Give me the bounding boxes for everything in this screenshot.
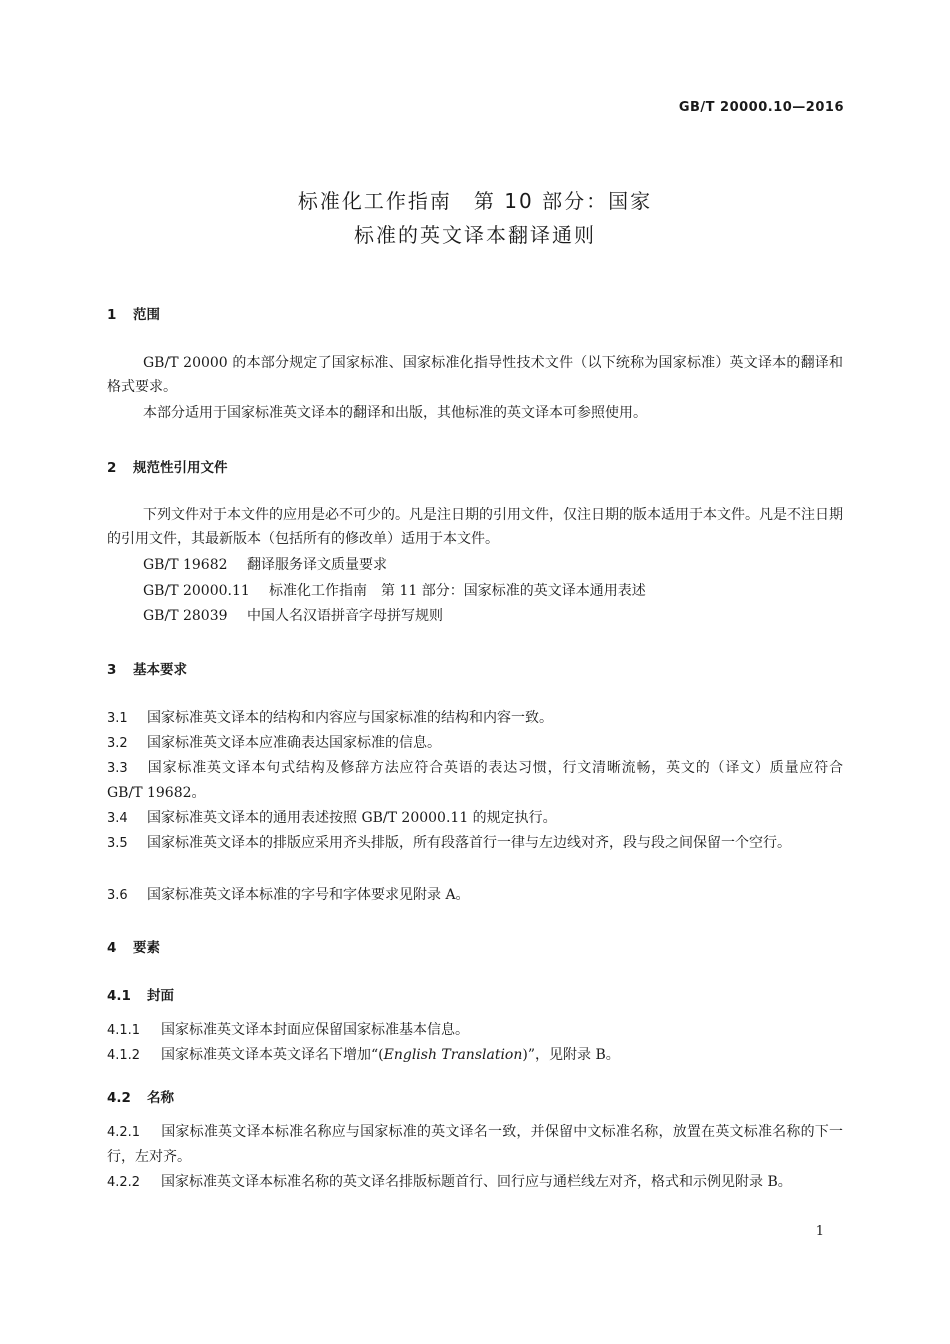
clause-number: 4.2.1: [107, 1125, 141, 1140]
subsection-4-1-heading: [107, 984, 174, 1004]
section-number: 2: [107, 460, 117, 476]
reference-code: GB/T 28039: [143, 608, 228, 624]
clause-4-2-2: [107, 1170, 843, 1195]
section-number: 4: [107, 940, 117, 956]
clause-text: 国家标准英文译本标准的字号和字体要求见附录 A。: [147, 887, 470, 903]
clause-number: 4.1.2: [107, 1048, 141, 1063]
clause-3-2: [107, 731, 843, 756]
clause-text: 国家标准英文译本标准名称应与国家标准的英文译名一致，并保留中文标准名称，放置在英文标准名称的下一行，左对齐。: [107, 1124, 843, 1165]
subsection-number: 4.2: [107, 1090, 131, 1106]
subsection-4-2-heading: [107, 1086, 174, 1106]
section-1-heading: [107, 303, 160, 323]
clause-4-1-2: [107, 1043, 843, 1068]
clause-text: 国家标准英文译本应准确表达国家标准的信息。: [147, 735, 441, 751]
section-title: 要素: [133, 940, 160, 956]
clause-text: 国家标准英文译本的排版应采用齐头排版，所有段落首行一律与左边线对齐，段与段之间保留一个空行。: [147, 835, 791, 851]
clause-text-before: 国家标准英文译本英文译名下增加“(: [161, 1047, 384, 1063]
page-number: 1: [815, 1224, 824, 1239]
section-3-heading: [107, 658, 187, 678]
section-number: 1: [107, 307, 117, 323]
clause-3-5: [107, 831, 843, 856]
clause-number: 3.5: [107, 836, 128, 851]
reference-title: 标准化工作指南 第 11 部分：国家标准的英文译本通用表述: [269, 583, 646, 599]
clause-text-after: )”，见附录 B。: [522, 1047, 620, 1063]
section-number: 3: [107, 662, 117, 678]
reference-item: [143, 579, 879, 603]
section-4-heading: [107, 936, 160, 956]
clause-number: 3.1: [107, 711, 128, 726]
section-2-heading: [107, 456, 228, 476]
clause-3-4: [107, 806, 843, 831]
subsection-title: 名称: [147, 1090, 174, 1106]
clause-4-2-1: [107, 1120, 843, 1169]
reference-item: [143, 604, 879, 628]
clause-3-6: [107, 883, 843, 908]
clause-number: 3.6: [107, 888, 128, 903]
clause-text: 国家标准英文译本句式结构及修辞方法应符合英语的表达习惯，行文清晰流畅，英文的（译文）质量应符合 GB/T 19682。: [107, 760, 843, 801]
subsection-title: 封面: [147, 988, 174, 1004]
section-title: 范围: [133, 307, 160, 323]
clause-number: 3.3: [107, 761, 128, 776]
clause-text: 国家标准英文译本标准名称的英文译名排版标题首行、回行应与通栏线左对齐，格式和示例见附录 B。: [161, 1174, 792, 1190]
clause-3-3: [107, 756, 843, 805]
clause-number: 4.2.2: [107, 1175, 141, 1190]
clause-number: 3.2: [107, 736, 128, 751]
clause-3-1: [107, 706, 843, 731]
clause-text: 国家标准英文译本封面应保留国家标准基本信息。: [161, 1022, 469, 1038]
clause-text: 国家标准英文译本的通用表述按照 GB/T 20000.11 的规定执行。: [147, 810, 557, 826]
clause-number: 3.4: [107, 811, 128, 826]
reference-code: GB/T 20000.11: [143, 583, 250, 599]
subsection-number: 4.1: [107, 988, 131, 1004]
reference-item: [143, 553, 879, 577]
reference-title: 翻译服务译文质量要求: [247, 557, 387, 573]
reference-code: GB/T 19682: [143, 557, 228, 573]
section-title: 基本要求: [133, 662, 187, 678]
clause-4-1-1: [107, 1018, 843, 1043]
section-1-paragraph-2: 本部分适用于国家标准英文译本的翻译和出版，其他标准的英文译本可参照使用。: [143, 405, 647, 421]
title-line-2: 标准的英文译本翻译通则: [354, 223, 596, 247]
document-title: [0, 184, 950, 252]
section-title: 规范性引用文件: [133, 460, 228, 476]
section-1-paragraph-1: GB/T 20000 的本部分规定了国家标准、国家标准化指导性技术文件（以下统称为国家标准）英文译本的翻译和格式要求。: [107, 355, 843, 395]
clause-number: 4.1.1: [107, 1023, 141, 1038]
title-line-1: 标准化工作指南 第 10 部分：国家: [297, 189, 653, 213]
clause-text: 国家标准英文译本的结构和内容应与国家标准的结构和内容一致。: [147, 710, 553, 726]
clause-text-italic: English Translation: [383, 1047, 523, 1063]
reference-title: 中国人名汉语拼音字母拼写规则: [247, 608, 443, 624]
document-code: GB/T 20000.10—2016: [678, 100, 844, 115]
section-2-paragraph-1: 下列文件对于本文件的应用是必不可少的。凡是注日期的引用文件，仅注日期的版本适用于本文件。凡是不注日期的引用文件，其最新版本（包括所有的修改单）适用于本文件。: [107, 507, 843, 547]
